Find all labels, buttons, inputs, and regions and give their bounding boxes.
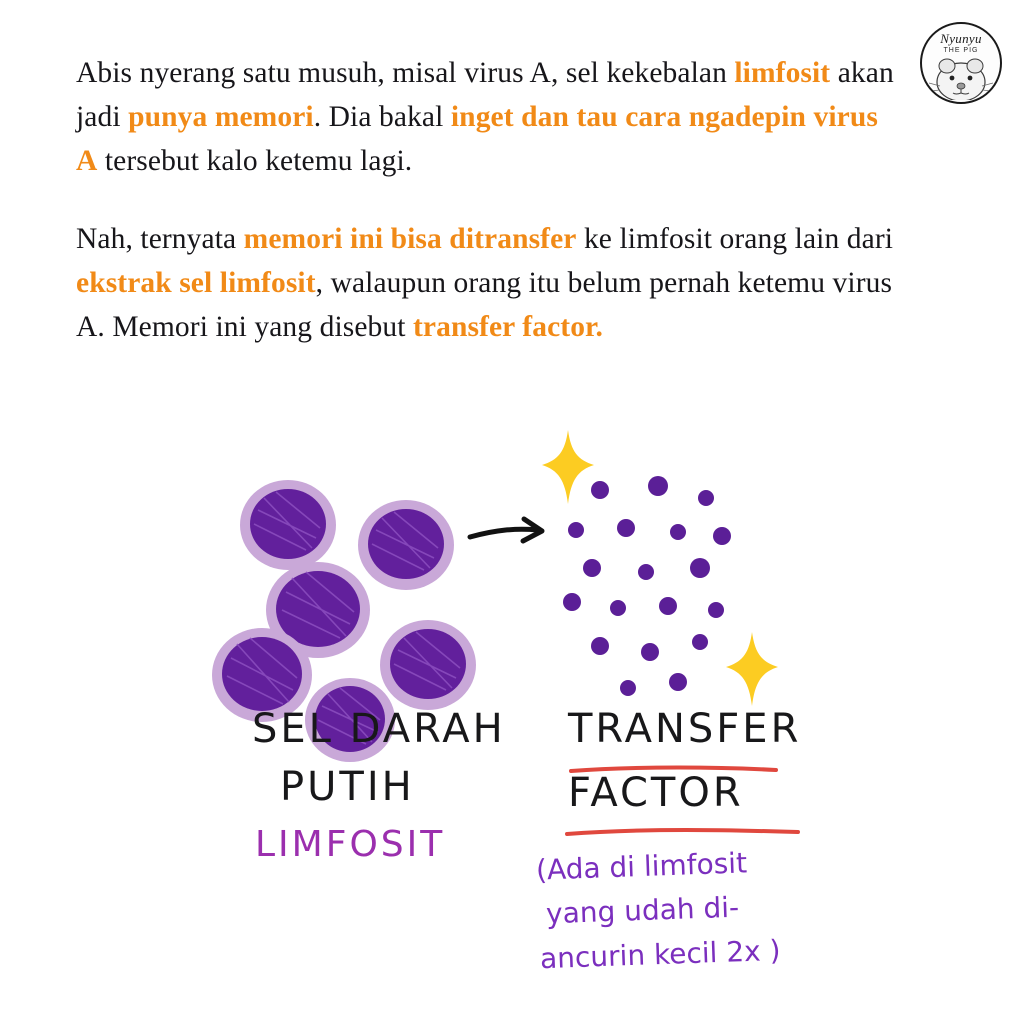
p1-seg-2: akan jadi xyxy=(76,57,894,133)
p2-seg-4: , walaupun orang itu belum pernah ketemu virus A. Memori ini yang disebut xyxy=(76,266,893,343)
right-note-line-2: yang udah di- xyxy=(545,890,740,931)
right-caption-line-2: FACTOR xyxy=(568,770,744,816)
right-caption-line-1: TRANSFER xyxy=(568,706,802,752)
left-caption-line-1: SEL DARAH xyxy=(252,706,506,752)
paragraph-1 xyxy=(76,52,904,184)
paragraph-2 xyxy=(76,218,904,350)
p1-seg-1: limfosit xyxy=(734,57,831,89)
p2-seg-3: ekstrak sel limfosit xyxy=(76,266,316,299)
illustration xyxy=(0,420,1024,1024)
logo-name: Nyunyu xyxy=(940,31,982,46)
p1-seg-6: tersebut kalo ketemu lagi. xyxy=(97,144,413,177)
left-caption-line-2: PUTIH xyxy=(280,764,415,810)
guinea-pig-logo-icon xyxy=(926,52,996,100)
p1-seg-0: Abis nyerang satu musuh, misal virus A, sel kekebalan xyxy=(76,57,735,89)
sparkle-icons xyxy=(542,430,778,706)
p2-seg-1: memori ini bisa ditransfer xyxy=(243,222,577,255)
p2-seg-0: Nah, ternyata xyxy=(76,222,244,255)
site-logo-badge xyxy=(920,22,1002,104)
article-body xyxy=(76,52,904,384)
p1-seg-5: inget dan tau cara ngadepin virus A xyxy=(76,100,878,177)
arrow-right-icon xyxy=(470,519,542,541)
p1-seg-4: . Dia bakal xyxy=(313,100,451,133)
left-caption-line-3: LIMFOSIT xyxy=(255,824,446,865)
right-note-line-1: (Ada di limfosit xyxy=(535,846,748,887)
p2-seg-5: transfer factor. xyxy=(413,310,604,343)
transfer-factor-particles xyxy=(563,476,731,696)
logo-subtitle: THE PIG xyxy=(943,47,979,54)
p1-seg-3: punya memori xyxy=(128,100,314,133)
p2-seg-2: ke limfosit orang lain dari xyxy=(576,222,894,255)
right-note-line-3: ancurin kecil 2x ) xyxy=(539,933,782,976)
illustration-drawing xyxy=(0,420,1024,1024)
